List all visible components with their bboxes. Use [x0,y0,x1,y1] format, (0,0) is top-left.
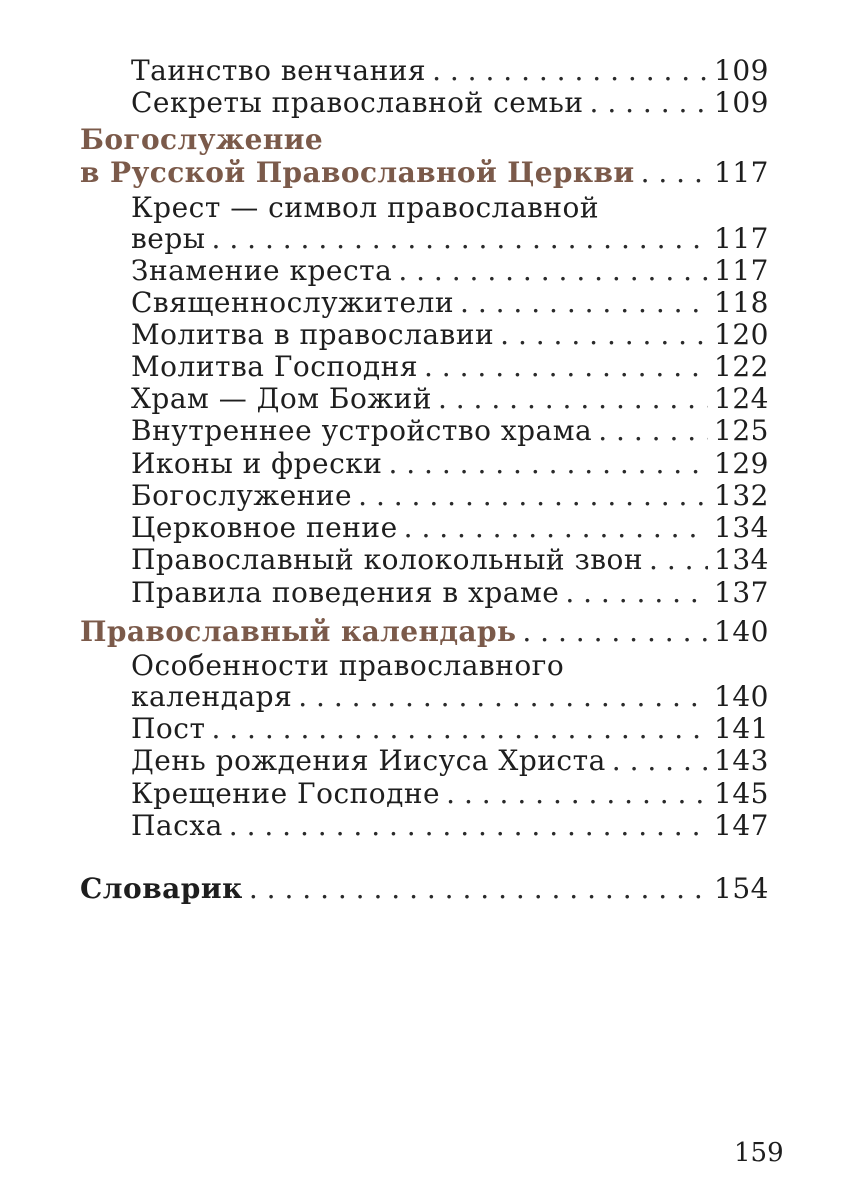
toc-entry [0,745,860,777]
toc-section-page: 117 [714,156,769,189]
toc-entry-title: Пост [131,712,206,745]
toc-entry-page: 124 [714,382,769,415]
toc-entry-title: Храм — Дом Божий [131,382,432,415]
toc-entry [0,544,860,576]
toc-entry [0,810,860,842]
toc-entry-page: 134 [714,511,769,544]
dot-leader [522,616,708,648]
dictionary-page: 154 [714,872,769,905]
dot-leader [565,577,708,609]
toc-entry-title: веры [131,222,206,255]
toc-entry-title: Знамение креста [131,254,393,287]
dot-leader [460,287,708,319]
toc-entry-page: 141 [714,712,769,745]
toc-entry-page: 145 [714,777,769,810]
toc-entry-title: Правила поведения в храме [131,576,560,609]
dot-leader [298,681,708,713]
toc-entry [0,713,860,745]
toc-entry [0,577,860,609]
dot-leader [249,873,708,905]
toc-entry [0,87,860,119]
toc-entry-title-line: Крест — символ православной [131,191,600,224]
toc-entry-title-line: Особенности православного [131,649,565,682]
section-heading-title: в Русской Православной Церкви [80,156,635,189]
toc-entry-title: Пасха [131,809,223,842]
dot-leader [229,810,708,842]
toc-entry-page: 129 [714,447,769,480]
dot-leader [404,512,708,544]
toc-entry-title: календаря [131,680,293,713]
dot-leader [641,157,708,189]
toc-entry-page: 109 [714,54,769,87]
toc-entry-title: Таинство венчания [131,54,427,87]
toc-entry [0,255,860,287]
dot-leader [211,713,708,745]
toc-entry [0,287,860,319]
toc-entry [0,681,860,713]
toc-entry-title: Молитва в православии [131,318,495,351]
toc-entry [0,223,860,255]
toc-entry-page: 117 [714,222,769,255]
toc-section [0,616,860,648]
toc-entry-title: Внутреннее устройство храма [131,414,593,447]
toc-entry-page: 143 [714,744,769,777]
toc-entry [0,319,860,351]
dot-leader [388,448,708,480]
toc-entry-page: 125 [714,414,769,447]
toc-entry-title: Секреты православной семьи [131,86,584,119]
toc-entry [0,512,860,544]
toc-entry-title: День рождения Иисуса Христа [131,744,606,777]
dot-leader [438,383,708,415]
toc-entry-page: 147 [714,809,769,842]
dot-leader [358,480,708,512]
toc-section [0,157,860,189]
section-heading-title: Православный календарь [80,615,517,648]
dictionary-title: Словарик [80,872,243,905]
dot-leader [649,544,708,576]
toc-entry-page: 122 [714,350,769,383]
dot-leader [212,223,708,255]
toc-entry-page: 117 [714,254,769,287]
toc-dictionary [0,873,860,905]
section-heading-line: Богослужение [80,123,324,156]
toc-entry-title: Церковное пение [131,511,398,544]
toc-entry [0,383,860,415]
dot-leader [590,87,708,119]
toc-section-page: 140 [714,615,769,648]
dot-leader [612,745,708,777]
toc-entry [0,351,860,383]
toc-entry [0,480,860,512]
toc-entry-title: Священнослужители [131,286,455,319]
dot-leader [598,415,708,447]
toc-entry-page: 137 [714,576,769,609]
toc-entry [0,55,860,87]
toc-entry [0,778,860,810]
toc-entry-page: 132 [714,479,769,512]
toc-entry-page: 140 [714,680,769,713]
toc-entry-page: 118 [714,286,769,319]
toc-entry [0,448,860,480]
toc-entry-title: Крещение Господне [131,777,441,810]
toc-entry-title: Молитва Господня [131,350,418,383]
dot-leader [424,351,708,383]
toc-entry [0,415,860,447]
toc-entry-title: Иконы и фрески [131,447,383,480]
toc-entry-page: 120 [714,318,769,351]
page-number: 159 [734,1138,784,1168]
toc-entry-page: 109 [714,86,769,119]
dot-leader [500,319,708,351]
dot-leader [446,778,708,810]
toc-entry-title: Богослужение [131,479,353,512]
toc-entry-page: 134 [714,543,769,576]
dot-leader [398,255,708,287]
toc-entry-title: Православный колокольный звон [131,543,644,576]
dot-leader [432,55,708,87]
